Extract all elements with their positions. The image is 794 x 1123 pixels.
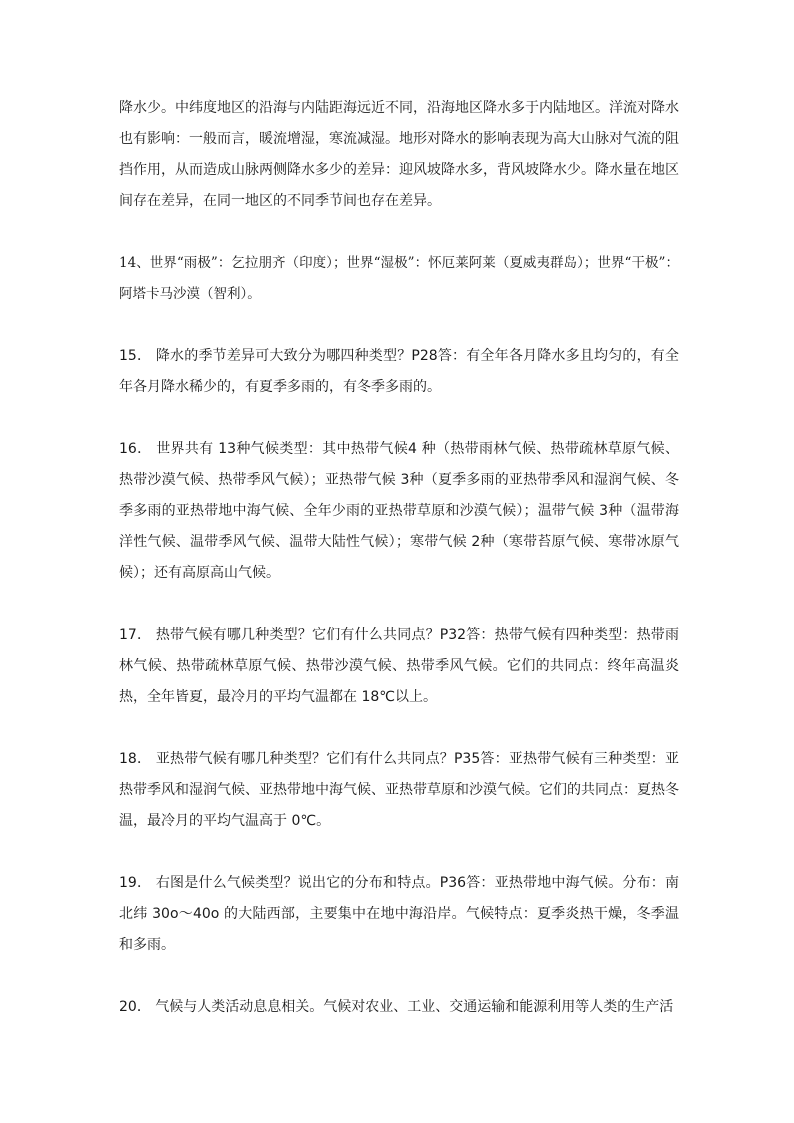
paragraph-17: 17． 热带气候有哪几种类型？它们有什么共同点？P32答：热带气候有四种类型：热带雨林气候、热带疏林草原气候、热带沙漠气候、热带季风气候。它们的共同点：终年高温炎热，全年皆夏，最冷月的平均气温都在 18℃以上。 xyxy=(119,627,679,705)
paragraph-19: 19． 右图是什么气候类型？说出它的分布和特点。P36答：亚热带地中海气候。分布：南北纬 30o～40o 的大陆西部，主要集中在地中海沿岸。气候特点：夏季炎热干燥，冬季温和多雨。 xyxy=(119,875,679,953)
paragraph-20: 20． 气候与人类活动息息相关。气候对农业、工业、交通运输和能源利用等人类的生产活 xyxy=(119,999,674,1015)
paragraph-18: 18． 亚热带气候有哪几种类型？它们有什么共同点？P35答：亚热带气候有三种类型：亚热带季风和湿润气候、亚热带地中海气候、亚热带草原和沙漠气候。它们的共同点：夏热冬温，最冷月的平均气温高于 0℃。 xyxy=(119,751,679,829)
paragraph-13-continued: 降水少。中纬度地区的沿海与内陆距海远近不同，沿海地区降水多于内陆地区。洋流对降水也有影响：一般而言，暖流增湿，寒流减湿。地形对降水的影响表现为高大山脉对气流的阻挡作用，从而造成山脉两侧降水多少的差异：迎风坡降水多，背风坡降水少。降水量在地区间存在差异，在同一地区的不同季节间也存在差异。 xyxy=(119,100,679,209)
paragraph-15: 15． 降水的季节差异可大致分为哪四种类型？P28答：有全年各月降水多且均匀的，有全年各月降水稀少的，有夏季多雨的，有冬季多雨的。 xyxy=(119,348,679,395)
document-body xyxy=(119,93,679,1023)
paragraph-14: 14、世界“雨极”：乞拉朋齐（印度）；世界“湿极”：怀厄莱阿莱（夏威夷群岛）；世界“干极”：阿塔卡马沙漠（智利）。 xyxy=(119,255,679,302)
paragraph-16: 16． 世界共有 13种气候类型：其中热带气候4 种（热带雨林气候、热带疏林草原气候、热带沙漠气候、热带季风气候）；亚热带气候 3种（夏季多雨的亚热带季风和湿润气候、冬季多雨的亚热带地中海气候、全年少雨的亚热带草原和沙漠气候）；温带气候 3种（温带海洋性气候、温带季风气候、温带大陆性气候）；寒带气候 2种（寒带苔原气候、寒带冰原气候）；还有高原高山气候。 xyxy=(119,441,679,581)
